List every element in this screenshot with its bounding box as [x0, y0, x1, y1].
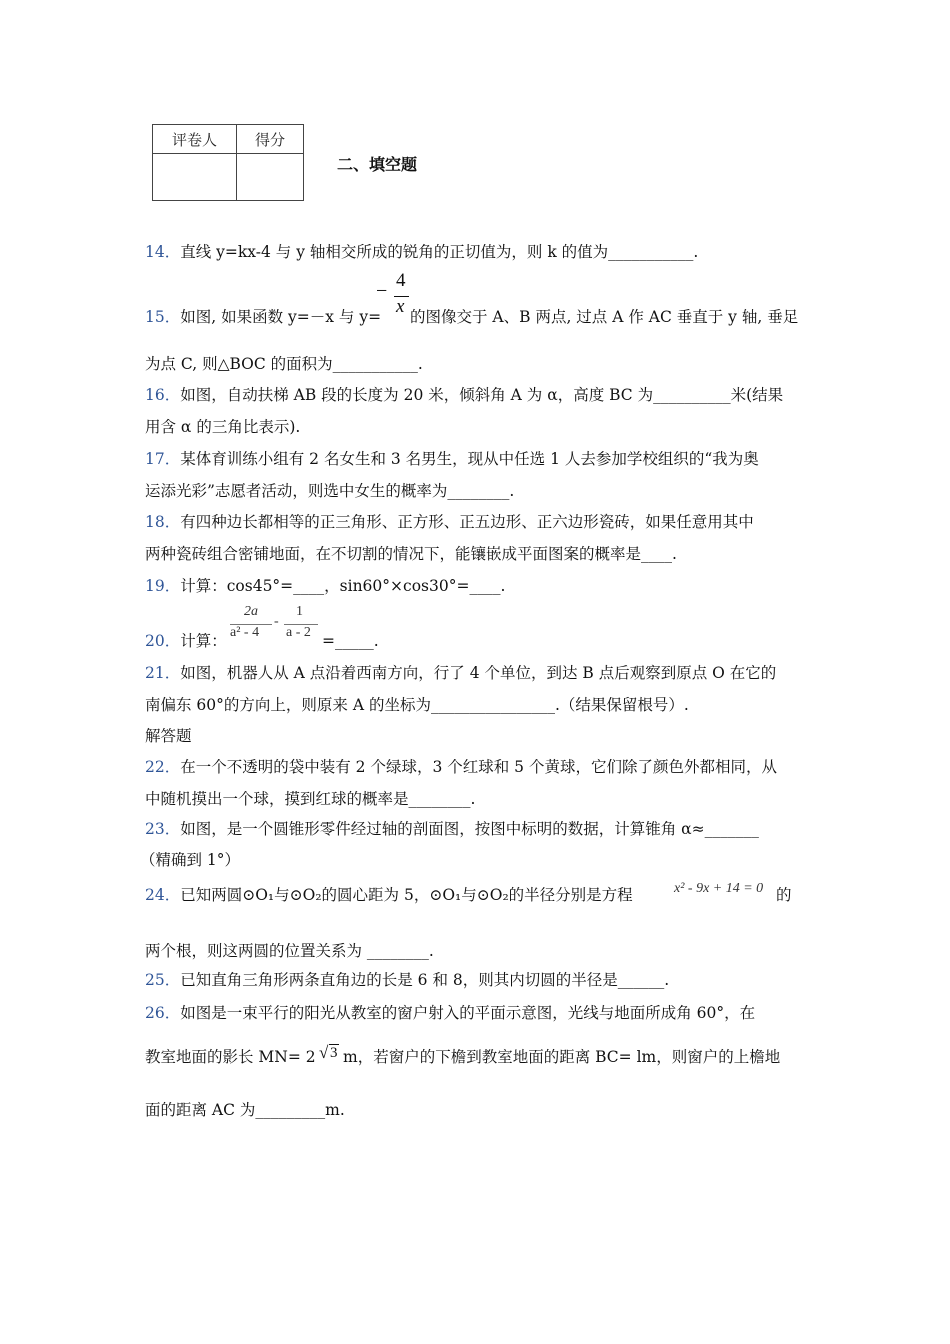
question-26-line2b [343, 1047, 780, 1067]
question-14 [145, 242, 698, 262]
question-number: 16． [145, 386, 181, 404]
question-15 [145, 307, 381, 327]
fraction-numerator: 4 [396, 270, 406, 291]
question-24-tail [776, 885, 792, 905]
quadratic-equation: x² - 9x + 14 = 0 [674, 881, 764, 896]
question-20-answer [322, 631, 379, 651]
section-title: 二、填空题 [337, 155, 418, 174]
question-number: 17． [145, 450, 181, 468]
question-number: 26． [145, 1004, 181, 1022]
question-23-line2 [140, 850, 240, 870]
fraction1-numerator: 2a [244, 604, 258, 619]
question-text: 的 [776, 886, 792, 904]
question-text: 教室地面的影长 MN= 2 [145, 1048, 316, 1066]
answer-section-heading: 解答题 [145, 727, 192, 745]
question-21 [145, 663, 776, 683]
question-15-cont [410, 307, 798, 327]
question-text: 直线 y=kx-4 与 y 轴相交所成的锐角的正切值为，则 k 的值为___________. [180, 243, 699, 261]
question-26-line2a [145, 1047, 316, 1067]
question-text: 面的距离 AC 为_________m. [145, 1101, 345, 1119]
question-text: 有四种边长都相等的正三角形、正方形、正五边形、正六边形瓷砖，如果任意用其中 [180, 513, 754, 531]
question-16 [145, 385, 783, 405]
question-text: =_____. [322, 632, 379, 650]
question-text: 已知直角三角形两条直角边的长是 6 和 8，则其内切圆的半径是______. [180, 971, 670, 989]
question-text-a: 如图, 如果函数 y=－x 与 y= [180, 308, 382, 326]
score-header: 得分 [237, 125, 304, 154]
question-text-b: 的图像交于 A、B 两点, 过点 A 作 AC 垂直于 y 轴, 垂足 [410, 308, 799, 326]
question-26-line3 [145, 1100, 345, 1120]
question-text: 如图是一束平行的阳光从教室的窗户射入的平面示意图，光线与地面所成角 60°，在 [180, 1004, 756, 1022]
question-text: 南偏东 60°的方向上，则原来 A 的坐标为________________.（结果保留根号）. [145, 696, 689, 714]
question-22-line2 [145, 789, 475, 809]
question-text: 如图，是一个圆锥形零件经过轴的剖面图，按图中标明的数据，计算锥角 α≈_______ [180, 820, 759, 838]
grader-cell [153, 154, 237, 201]
question-25 [145, 970, 669, 990]
question-23 [145, 819, 759, 839]
question-text: 如图，自动扶梯 AB 段的长度为 20 米，倾斜角 A 为 α，高度 BC 为__________米(结果 [180, 386, 784, 404]
question-18 [145, 512, 754, 532]
fraction2-numerator: 1 [296, 604, 303, 619]
score-cell [237, 154, 304, 201]
question-text: 某体育训练小组有 2 名女生和 3 名男生，现从中任选 1 人去参加学校组织的“我为奥 [180, 450, 759, 468]
question-text: 运添光彩”志愿者活动，则选中女生的概率为________. [145, 482, 515, 500]
sqrt-radicand: 3 [330, 1045, 338, 1061]
fraction-expression [230, 604, 322, 646]
fraction2-denominator: a - 2 [286, 625, 311, 640]
score-table [152, 124, 304, 201]
question-number: 15． [145, 308, 181, 326]
fraction-denominator: x [396, 296, 405, 317]
question-15-line2 [145, 354, 423, 374]
question-text: 已知两圆⊙O₁与⊙O₂的圆心距为 5，⊙O₁与⊙O₂的半径分别是方程 [180, 886, 633, 904]
question-17-line2 [145, 481, 514, 501]
question-number: 14． [145, 243, 181, 261]
question-22 [145, 757, 777, 777]
question-number: 22． [145, 758, 181, 776]
question-text: （精确到 1°） [140, 851, 241, 869]
minus-operator: - [274, 614, 279, 629]
question-19 [145, 576, 505, 596]
grader-header: 评卷人 [153, 125, 237, 154]
question-number: 19． [145, 577, 181, 595]
question-21-line2 [145, 695, 689, 715]
question-26 [145, 1003, 755, 1023]
minus-sign: − [376, 280, 388, 302]
question-text: 两个根，则这两圆的位置关系为 ________. [145, 942, 434, 960]
question-text: 用含 α 的三角比表示). [145, 418, 301, 436]
question-number: 21． [145, 664, 181, 682]
question-text: 计算：cos45°=____，sin60°×cos30°=____. [180, 577, 506, 595]
question-number: 25． [145, 971, 181, 989]
question-text: 中随机摸出一个球，摸到红球的概率是________. [145, 790, 476, 808]
question-text: 如图，机器人从 A 点沿着西南方向，行了 4 个单位，到达 B 点后观察到原点 O 在它的 [180, 664, 777, 682]
question-number: 24． [145, 886, 181, 904]
question-24-line2 [145, 941, 434, 961]
question-text-c: 为点 C, 则△BOC 的面积为___________. [145, 355, 423, 373]
question-text: 两种瓷砖组合密铺地面，在不切割的情况下，能镶嵌成平面图案的概率是____. [145, 545, 677, 563]
question-text: m，若窗户的下檐到教室地面的距离 BC= lm，则窗户的上檐地 [343, 1048, 781, 1066]
question-20 [145, 631, 227, 651]
question-18-line2 [145, 544, 677, 564]
question-17 [145, 449, 759, 469]
question-text: 计算： [180, 632, 227, 650]
question-16-line2 [145, 417, 300, 437]
sqrt-symbol: √ [319, 1043, 329, 1062]
fraction1-denominator: a² - 4 [230, 625, 260, 640]
question-number: 23． [145, 820, 181, 838]
question-24 [145, 885, 633, 905]
question-text: 在一个不透明的袋中装有 2 个绿球，3 个红球和 5 个黄球，它们除了颜色外都相同，从 [180, 758, 777, 776]
question-number: 18． [145, 513, 181, 531]
question-number: 20． [145, 632, 181, 650]
